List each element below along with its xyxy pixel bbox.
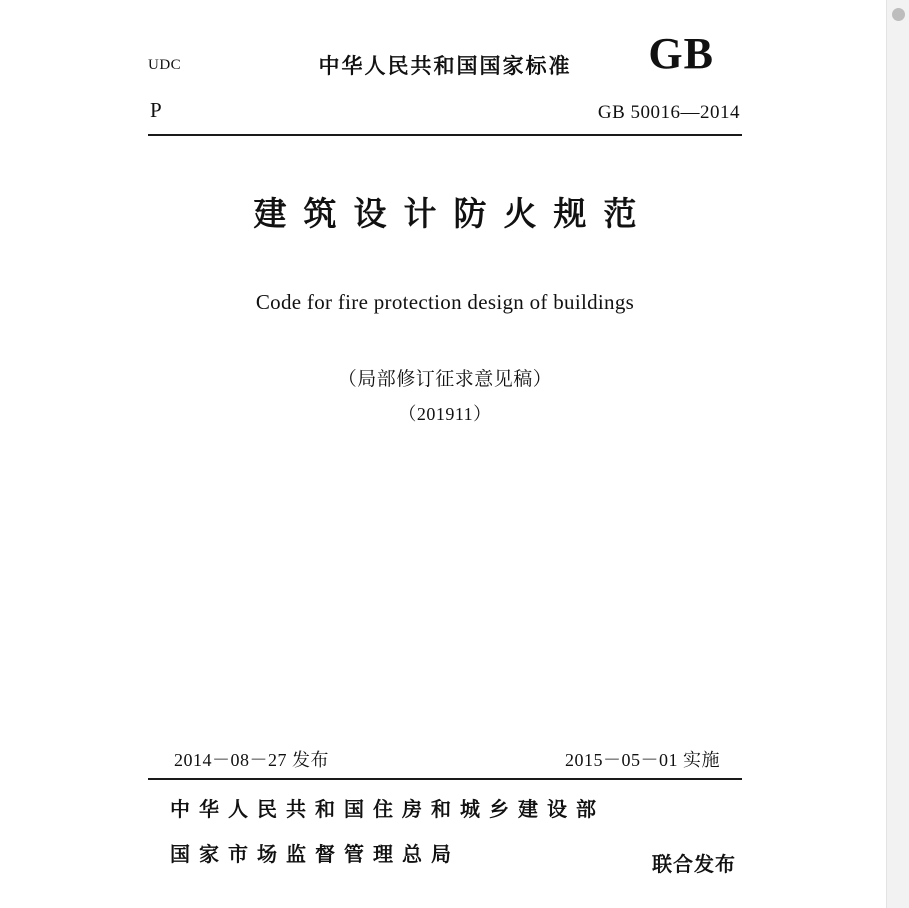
classification-letter: P — [150, 98, 162, 122]
issuer-line-2: 国家市场监督管理总局 — [170, 842, 460, 866]
page-title-chinese: 建筑设计防火规范 — [253, 194, 654, 233]
issue-date: 2014－08－27 发布 — [174, 750, 329, 770]
revision-date: （201911） — [398, 404, 492, 424]
issuer-line-1: 中华人民共和国住房和城乡建设部 — [170, 797, 605, 821]
dates-row — [148, 744, 742, 780]
standard-number-row — [148, 92, 742, 136]
national-standard-title: 中华人民共和国国家标准 — [318, 54, 572, 78]
page-title-english: Code for fire protection design of buildings — [255, 290, 635, 314]
document-content — [148, 0, 742, 426]
issuers-block — [148, 793, 742, 879]
document-header — [148, 0, 742, 92]
gb-mark: GB — [648, 29, 714, 78]
effective-date: 2015－05－01 实施 — [565, 750, 720, 770]
vertical-scrollbar[interactable] — [886, 0, 909, 908]
vertical-scroll-thumb[interactable] — [892, 8, 905, 21]
udc-label: UDC — [148, 57, 182, 73]
standard-number: GB 50016—2014 — [597, 102, 740, 123]
document-footer — [148, 744, 742, 879]
joint-publish-label: 联合发布 — [652, 852, 736, 876]
revision-note: （局部修订征求意见稿） — [337, 369, 553, 390]
